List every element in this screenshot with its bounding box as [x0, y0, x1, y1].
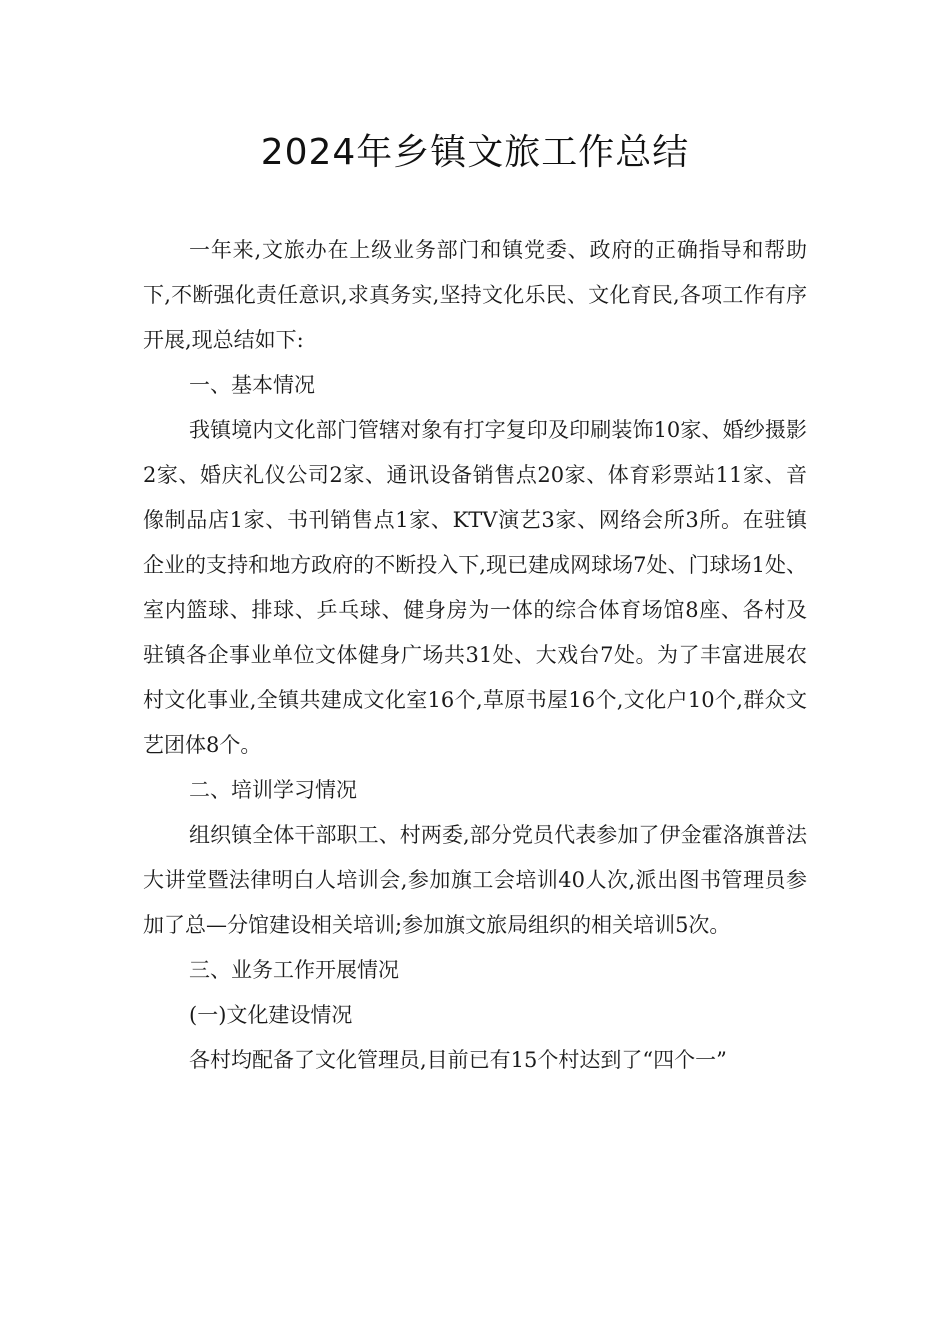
- document-title: 2024年乡镇文旅工作总结: [260, 132, 690, 173]
- training-paragraph: 组织镇全体干部职工、村两委,部分党员代表参加了伊金霍洛旗普法大讲堂暨法律明白人培训会,参加旗工会培训40人次,派出图书管理员参加了总—分馆建设相关培训;参加旗文旅局组织的相关培训5次。: [143, 823, 807, 937]
- culture-paragraph: 各村均配备了文化管理员,目前已有15个村达到了“四个一”: [189, 1048, 727, 1072]
- section-heading-business: 三、业务工作开展情况: [189, 958, 399, 982]
- section-heading-training: 二、培训学习情况: [189, 778, 357, 802]
- intro-paragraph: 一年来,文旅办在上级业务部门和镇党委、政府的正确指导和帮助下,不断强化责任意识,求真务实,坚持文化乐民、文化育民,各项工作有序开展,现总结如下:: [143, 238, 807, 352]
- subsection-heading-culture: (一)文化建设情况: [189, 1003, 353, 1027]
- basic-situation-paragraph: 我镇境内文化部门管辖对象有打字复印及印刷装饰10家、婚纱摄影2家、婚庆礼仪公司2家、通讯设备销售点20家、体育彩票站11家、音像制品店1家、书刊销售点1家、KTV演艺3家、网络会所3所。在驻镇企业的支持和地方政府的不断投入下,现已建成网球场7处、门球场1处、室内篮球、排球、乒乓球、健身房为一体的综合体育场馆8座、各村及驻镇各企事业单位文体健身广场共31处、大戏台7处。为了丰富进展农村文化事业,全镇共建成文化室16个,草原书屋16个,文化户10个,群众文艺团体8个。: [143, 418, 807, 757]
- section-heading-basic: 一、基本情况: [189, 373, 315, 397]
- document-body: [143, 228, 807, 1083]
